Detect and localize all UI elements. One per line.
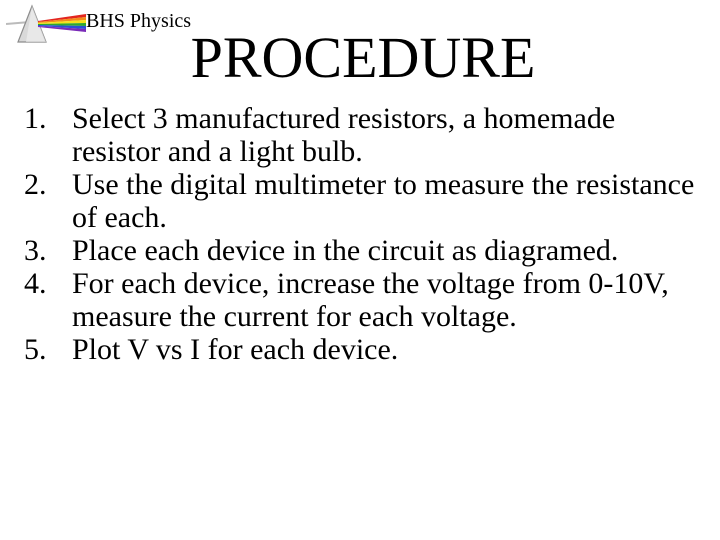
- step-text: Plot V vs I for each device.: [72, 333, 399, 366]
- procedure-step: [24, 333, 704, 366]
- step-text: Use the digital multimeter to measure the resistance of each.: [72, 168, 695, 234]
- step-text: Select 3 manufactured resistors, a homemade resistor and a light bulb.: [72, 102, 616, 168]
- procedure-step: [24, 168, 704, 234]
- step-text: Place each device in the circuit as diagramed.: [72, 234, 619, 267]
- step-text: For each device, increase the voltage from 0-10V, measure the current for each voltage.: [72, 267, 669, 333]
- step-number: 2.: [24, 168, 47, 201]
- step-number: 1.: [24, 102, 47, 135]
- procedure-steps: [24, 102, 704, 366]
- procedure-step: [24, 234, 704, 267]
- procedure-step: [24, 102, 704, 168]
- page-title: PROCEDURE: [190, 25, 536, 90]
- header-brand: BHS Physics: [86, 10, 192, 32]
- step-number: 3.: [24, 234, 47, 267]
- step-number: 5.: [24, 333, 47, 366]
- procedure-step: [24, 267, 704, 333]
- step-number: 4.: [24, 267, 47, 300]
